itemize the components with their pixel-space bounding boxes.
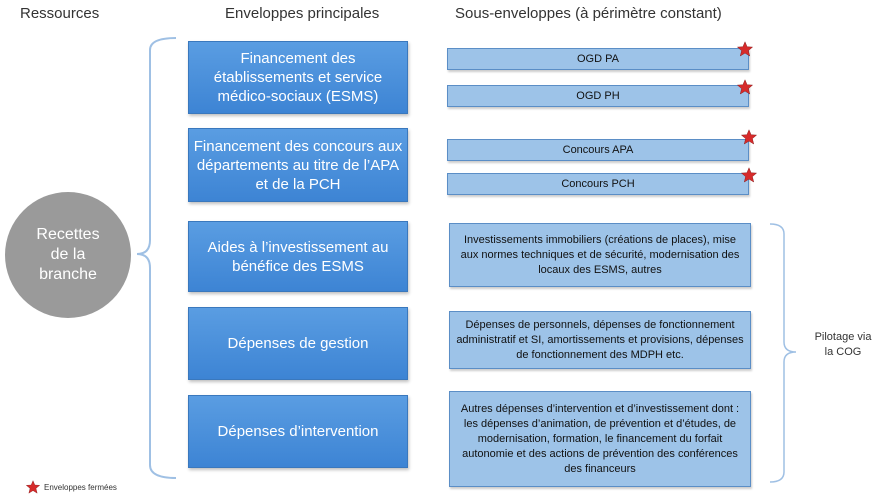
sub-envelope-concours-apa-label: Concours APA — [562, 144, 634, 156]
closed-envelope-star-icon — [741, 129, 757, 145]
header-main-envelopes: Enveloppes principales — [225, 5, 380, 22]
legend-label: Enveloppes fermées — [44, 482, 117, 492]
left-curly-bracket — [137, 38, 176, 478]
sub-envelope-ogd-pa — [447, 48, 749, 70]
main-envelope-investissement-label: Aides à l’investissement au bénéfice des ESMS — [207, 238, 389, 275]
closed-envelope-star-icon — [737, 79, 753, 95]
header-resources: Ressources — [20, 5, 100, 22]
sub-envelope-intervention-text: Autres dépenses d’intervention et d’investissement dont : les dépenses d’animation, de prévention et d’études, de modernisation, formation, le financement du forfait autonomie et des actions de prévention des conférences des financeurs — [460, 402, 740, 475]
main-envelope-gestion — [188, 307, 408, 380]
main-envelope-investissement — [188, 221, 408, 292]
sub-envelope-gestion-text: Dépenses de personnels, dépenses de fonctionnement administratif et SI, amortissements et provisions, dépenses de fonctionnement des MDPH etc. — [456, 318, 744, 361]
recettes-label: Recettes de la branche — [36, 226, 100, 283]
main-envelope-intervention — [188, 395, 408, 468]
sub-envelope-investissements — [449, 223, 751, 287]
pilotage-label: Pilotage via la COG — [814, 331, 872, 358]
main-envelope-esms-label: Financement des établissements et service médico-sociaux (ESMS) — [213, 50, 383, 105]
sub-envelope-concours-pch — [447, 173, 749, 195]
main-envelope-intervention-label: Dépenses d’intervention — [217, 423, 379, 440]
sub-envelope-ogd-ph-label: OGD PH — [576, 90, 620, 102]
sub-envelope-concours-pch-label: Concours PCH — [561, 178, 635, 190]
sub-envelope-ogd-ph — [447, 85, 749, 107]
right-curly-bracket — [770, 224, 796, 482]
closed-envelope-star-icon — [741, 167, 757, 183]
closed-envelope-star-icon — [737, 41, 753, 57]
sub-envelope-concours-apa — [447, 139, 749, 161]
main-envelope-gestion-label: Dépenses de gestion — [227, 335, 369, 352]
sub-envelope-intervention — [449, 391, 751, 487]
legend — [26, 480, 117, 494]
sub-envelope-gestion — [449, 311, 751, 369]
main-envelope-esms — [188, 41, 408, 114]
recettes-circle — [5, 192, 131, 318]
legend-star-icon — [26, 480, 40, 494]
sub-envelope-investissements-text: Investissements immobiliers (créations de places), mise aux normes techniques et de sécurité, modernisation des locaux des ESMS, autres — [460, 233, 740, 276]
main-envelope-concours-label: Financement des concours aux départements au titre de l’APA et de la PCH — [193, 137, 403, 193]
sub-envelope-ogd-pa-label: OGD PA — [577, 53, 619, 65]
header-sub-envelopes: Sous-enveloppes (à périmètre constant) — [455, 5, 722, 22]
main-envelope-concours — [188, 128, 408, 202]
